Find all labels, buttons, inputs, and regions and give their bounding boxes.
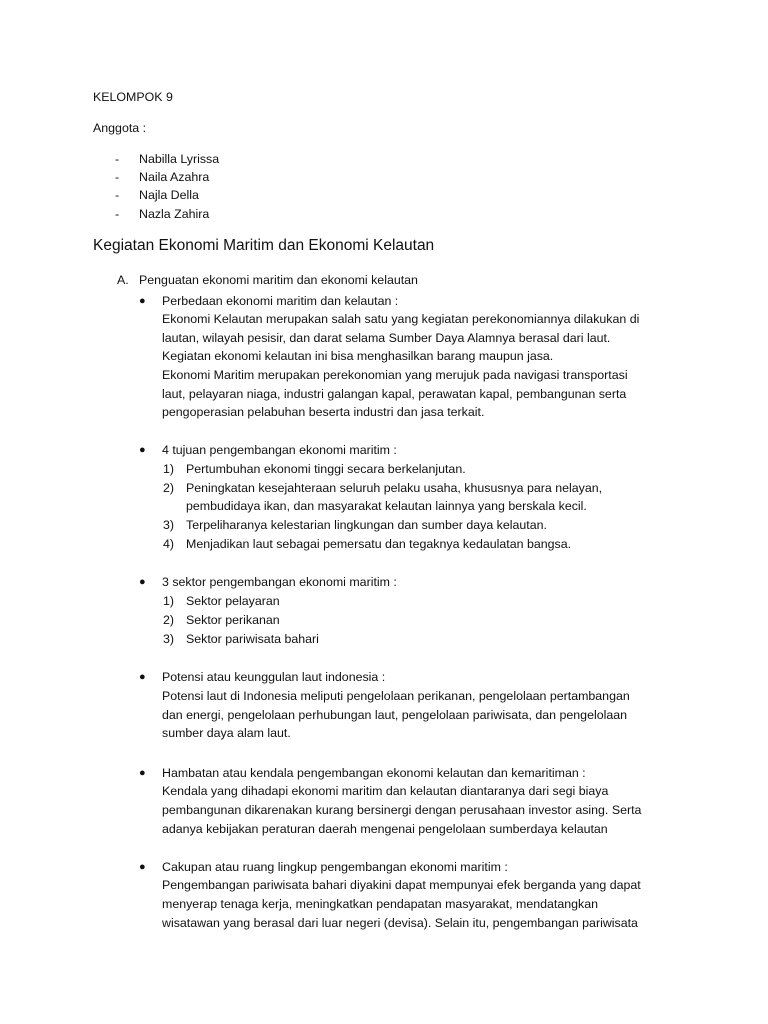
list-number: 2)	[163, 481, 175, 495]
section-heading: Kegiatan Ekonomi Maritim dan Ekonomi Kelautan	[93, 237, 435, 254]
bullet-dot: ●	[139, 295, 146, 307]
list-item: Terpeliharanya kelestarian lingkungan dan sumber daya kelautan.	[186, 518, 547, 532]
members-label: Anggota :	[93, 121, 147, 135]
list-item: Pertumbuhan ekonomi tinggi secara berkelanjutan.	[186, 462, 466, 476]
list-number: 4)	[163, 537, 175, 551]
paragraph-line: sumber daya alam laut.	[162, 726, 291, 740]
bullet-title: Cakupan atau ruang lingkup pengembangan ekonomi maritim :	[162, 860, 508, 874]
member-item: Naila Azahra	[139, 170, 210, 184]
section-title: Penguatan ekonomi maritim dan ekonomi kelautan	[139, 273, 418, 287]
member-dash: -	[115, 152, 120, 166]
group-title: KELOMPOK 9	[93, 90, 173, 104]
paragraph-line: lautan, wilayah pesisir, dan darat selama Sumber Daya Alamnya berasal dari laut.	[162, 331, 611, 345]
member-item: Nazla Zahira	[139, 207, 210, 221]
list-number: 3)	[163, 632, 175, 646]
member-item: Nabilla Lyrissa	[139, 152, 220, 166]
bullet-title: Potensi atau keunggulan laut indonesia :	[162, 670, 386, 684]
member-dash: -	[115, 207, 120, 221]
paragraph-line: pembangunan dikarenakan kurang bersinergi dengan perusahaan investor asing. Serta	[162, 803, 642, 817]
member-dash: -	[115, 188, 120, 202]
paragraph-line: Pengembangan pariwisata bahari diyakini dapat mempunyai efek berganda yang dapat	[162, 878, 641, 892]
bullet-dot: ●	[139, 767, 146, 779]
paragraph-line: laut, pelayaran niaga, industri galangan kapal, perawatan kapal, pembangunan serta	[162, 387, 627, 401]
list-item: Peningkatan kesejahteraan seluruh pelaku usaha, khususnya para nelayan,	[186, 481, 603, 495]
paragraph-line: menyerap tenaga kerja, meningkatkan pendapatan masyarakat, mendatangkan	[162, 897, 599, 911]
paragraph-line: Potensi laut di Indonesia meliputi pengelolaan perikanan, pengelolaan pertambangan	[162, 689, 630, 703]
list-number: 2)	[163, 613, 175, 627]
member-item: Najla Della	[139, 188, 199, 202]
paragraph-line: dan energi, pengelolaan perhubungan laut, pengelolaan pariwisata, dan pengelolaan	[162, 708, 628, 722]
list-item: Sektor pelayaran	[186, 594, 280, 608]
member-dash: -	[115, 170, 120, 184]
paragraph-line: Ekonomi Kelautan merupakan salah satu yang kegiatan perekonomiannya dilakukan di	[162, 312, 640, 326]
bullet-dot: ●	[139, 444, 146, 456]
bullet-dot: ●	[139, 671, 146, 683]
bullet-title: Hambatan atau kendala pengembangan ekonomi kelautan dan kemaritiman :	[162, 766, 586, 780]
bullet-dot: ●	[139, 861, 146, 873]
list-item: Sektor perikanan	[186, 613, 280, 627]
paragraph-line: Kendala yang dihadapi ekonomi maritim dan kelautan diantaranya dari segi biaya	[162, 784, 609, 798]
bullet-title: 3 sektor pengembangan ekonomi maritim :	[162, 575, 397, 589]
bullet-dot: ●	[139, 576, 146, 588]
bullet-title: Perbedaan ekonomi maritim dan kelautan :	[162, 294, 399, 308]
section-marker: A.	[117, 273, 129, 287]
list-item: Menjadikan laut sebagai pemersatu dan tegaknya kedaulatan bangsa.	[186, 537, 572, 551]
paragraph-line: pengoperasian pelabuhan beserta industri dan jasa terkait.	[162, 405, 485, 419]
list-number: 1)	[163, 462, 175, 476]
list-item: pembudidaya ikan, dan masyarakat kelautan lainnya yang berskala kecil.	[186, 499, 587, 513]
paragraph-line: Ekonomi Maritim merupakan perekonomian yang merujuk pada navigasi transportasi	[162, 368, 628, 382]
list-item: Sektor pariwisata bahari	[186, 632, 319, 646]
list-number: 3)	[163, 518, 175, 532]
paragraph-line: Kegiatan ekonomi kelautan ini bisa menghasilkan barang maupun jasa.	[162, 349, 554, 363]
paragraph-line: wisatawan yang berasal dari luar negeri (devisa). Selain itu, pengembangan pariwisata	[162, 916, 638, 930]
list-number: 1)	[163, 594, 175, 608]
bullet-title: 4 tujuan pengembangan ekonomi maritim :	[162, 443, 397, 457]
paragraph-line: adanya kebijakan peraturan daerah mengenai pengelolaan sumberdaya kelautan	[162, 822, 608, 836]
